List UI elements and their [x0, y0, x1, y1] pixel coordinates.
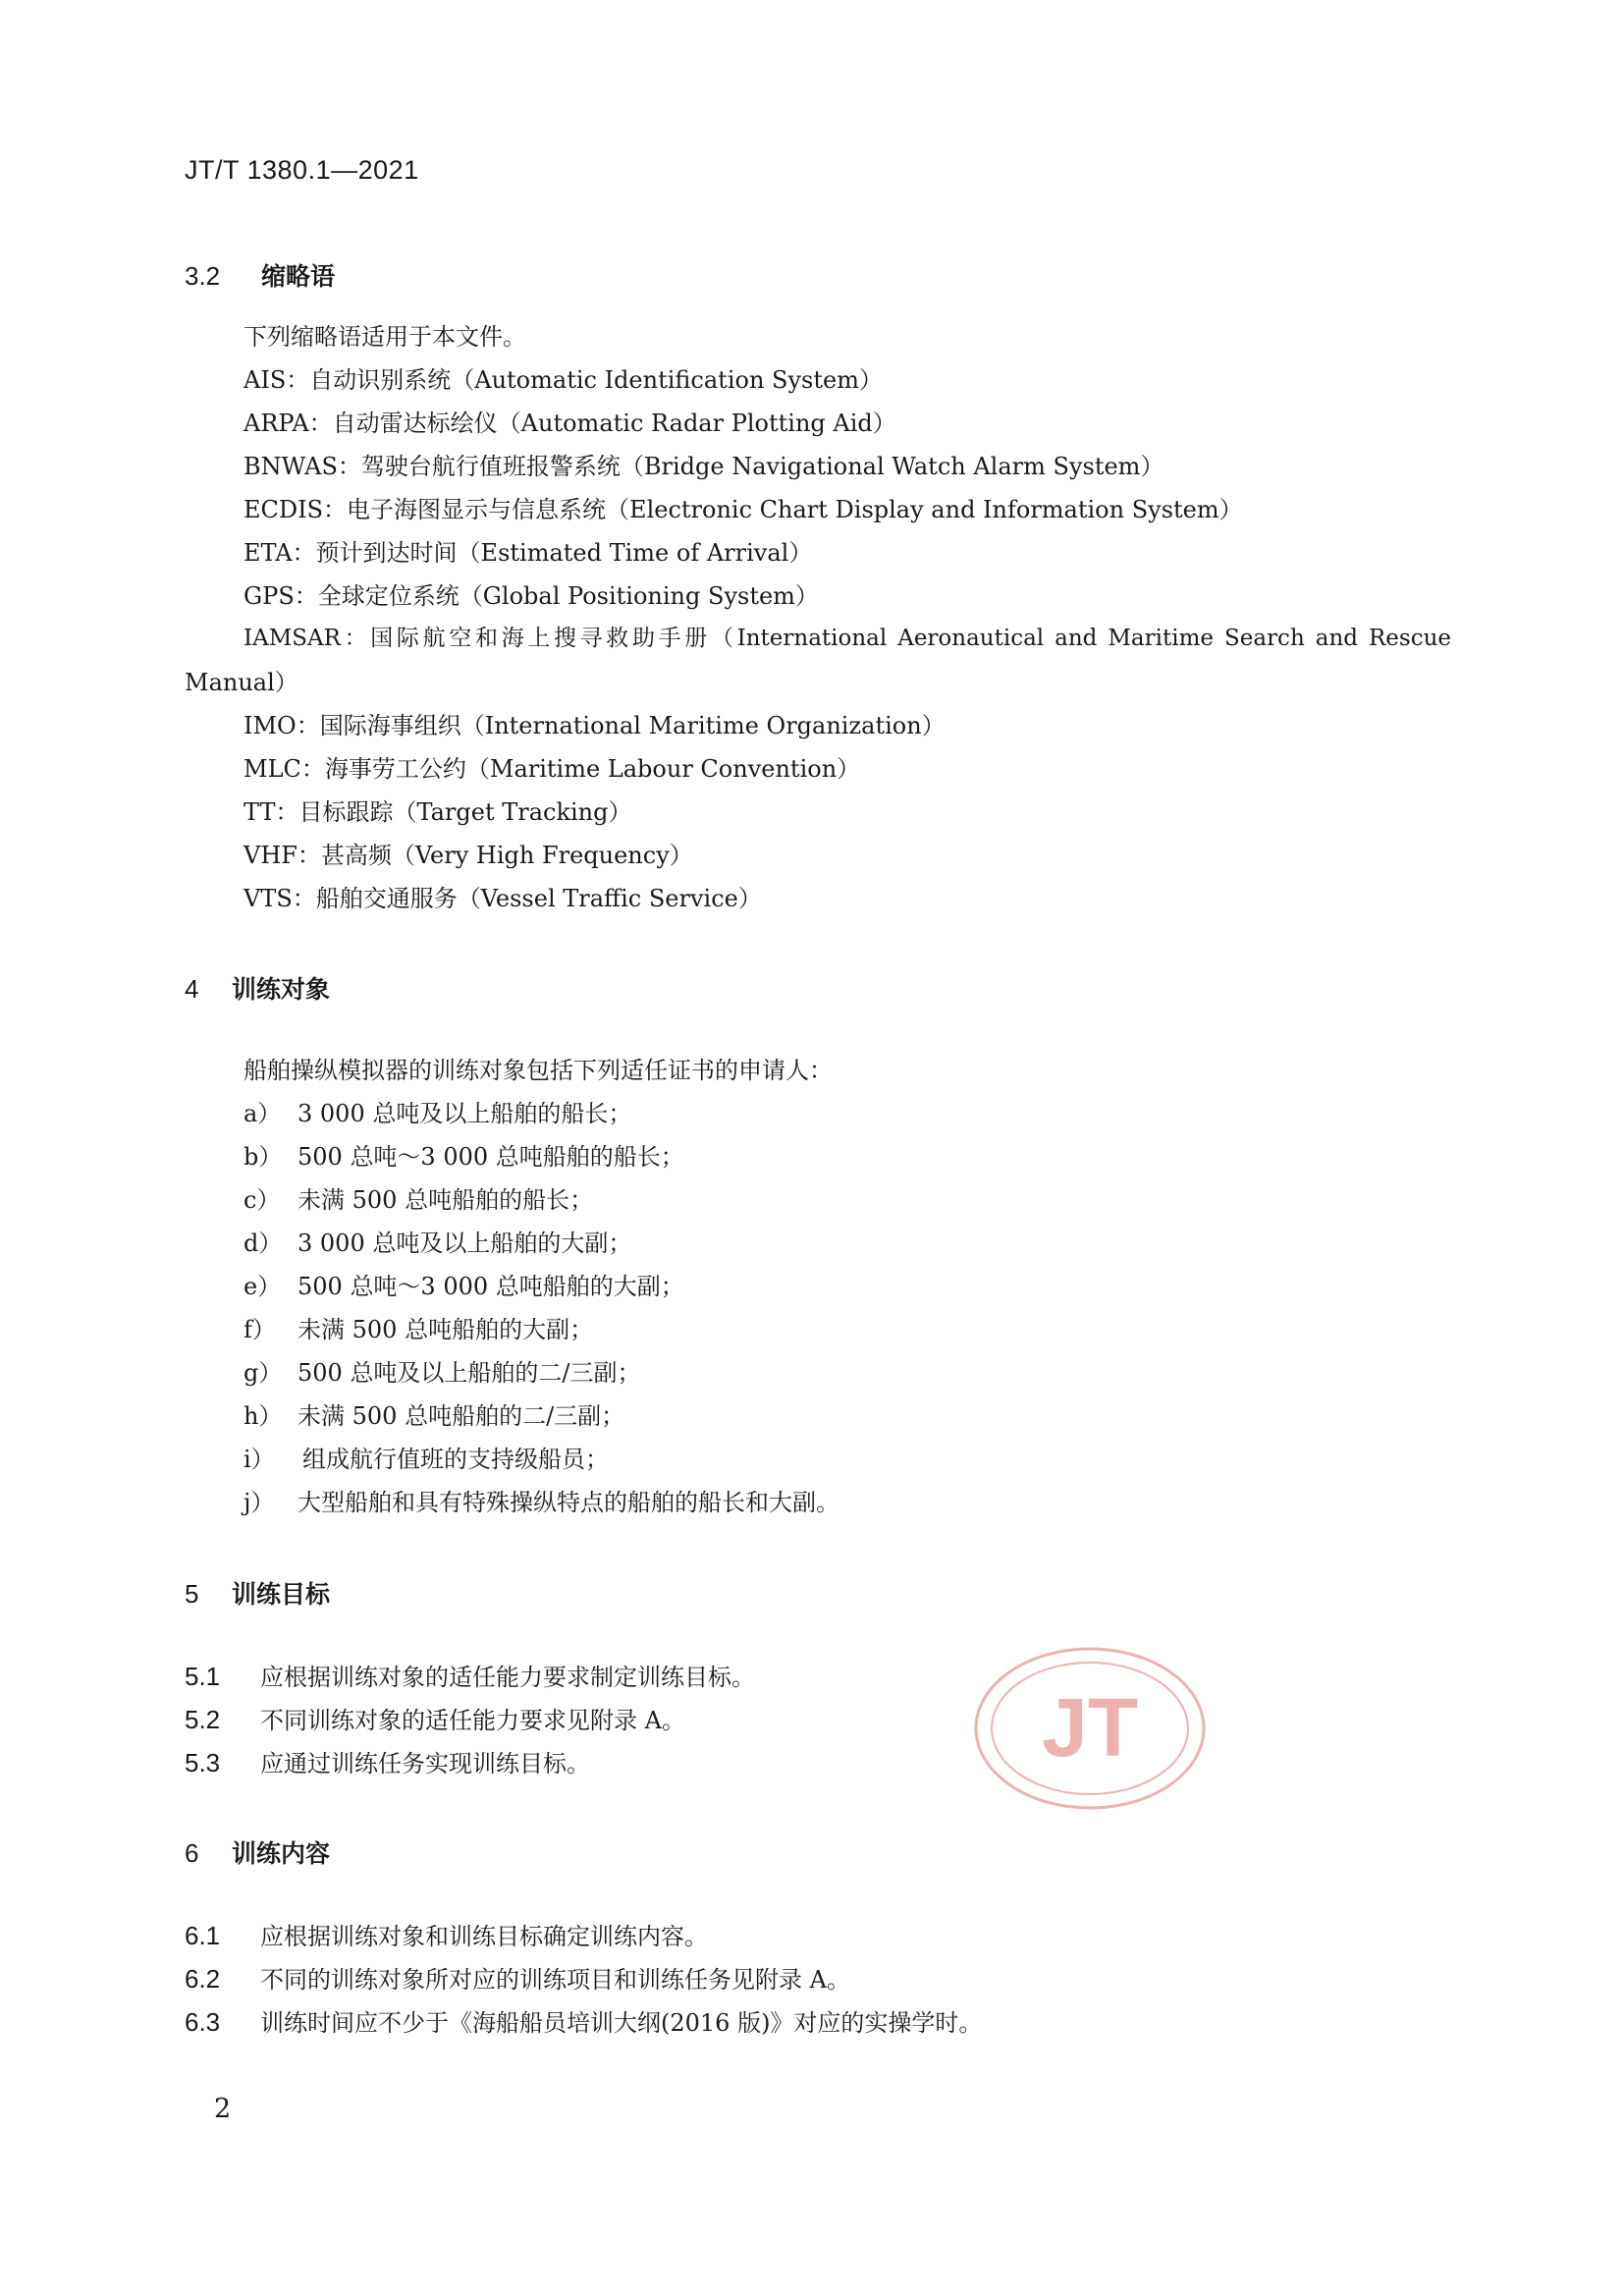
section-3-2-intro: 下列缩略语适用于本文件。: [243, 323, 526, 351]
clause-text: 不同的训练对象所对应的训练项目和训练任务见附录 A。: [260, 1966, 850, 1994]
abbreviation-item: IAMSAR：国际航空和海上搜寻救助手册（International Aeronautical and Maritime Search and Rescue: [243, 626, 1451, 651]
section-title: 缩略语: [261, 262, 336, 291]
list-item-text: 未满 500 总吨船舶的二/三副；: [298, 1402, 625, 1430]
clause-number: 6.3: [185, 2007, 221, 2037]
clause-number: 6.1: [185, 1921, 221, 1950]
section-4-intro: 船舶操纵模拟器的训练对象包括下列适任证书的申请人：: [243, 1057, 833, 1084]
abbreviation-item: MLC：海事劳工公约（Maritime Labour Convention）: [243, 755, 861, 783]
abbreviation-item: IMO：国际海事组织（International Maritime Organization）: [243, 712, 946, 739]
section-title: 训练对象: [232, 975, 331, 1004]
list-item-text: 500 总吨～3 000 总吨船舶的大副；: [298, 1273, 684, 1300]
section-number: 5: [185, 1579, 199, 1609]
list-item: [243, 1448, 609, 1471]
list-item-label: i）: [243, 1446, 275, 1473]
jt-stamp-logo: [972, 1645, 1208, 1812]
list-item-text: 3 000 总吨及以上船舶的大副；: [298, 1230, 632, 1257]
clause-text: 不同训练对象的适任能力要求见附录 A。: [260, 1707, 685, 1734]
clause: [185, 1923, 708, 1948]
clause: [185, 1664, 755, 1689]
list-item-text: 3 000 总吨及以上船舶的船长；: [298, 1100, 632, 1127]
abbreviation-item: ETA：预计到达时间（Estimated Time of Arrival）: [243, 539, 813, 567]
list-item: [243, 1102, 631, 1125]
abbreviation-item: BNWAS：驾驶台航行值班报警系统（Bridge Navigational Watch Alarm System）: [243, 453, 1164, 480]
clause-number: 6.2: [185, 1964, 221, 1994]
abbreviation-item-continuation: Manual）: [185, 669, 298, 696]
list-item-label: h）: [243, 1402, 283, 1430]
list-item-label: a）: [243, 1100, 282, 1127]
section-number: 3.2: [185, 261, 221, 291]
list-item: [243, 1404, 624, 1428]
abbreviation-item: GPS：全球定位系统（Global Positioning System）: [243, 582, 819, 610]
section-number: 4: [185, 974, 199, 1004]
section-5-heading: [185, 1575, 330, 1611]
abbreviation-item: ARPA：自动雷达标绘仪（Automatic Radar Plotting Aid）: [243, 410, 896, 437]
abbreviation-item: TT：目标跟踪（Target Tracking）: [243, 798, 632, 826]
list-item: [243, 1318, 593, 1341]
list-item-label: c）: [243, 1186, 281, 1214]
list-item-text: 未满 500 总吨船舶的大副；: [298, 1316, 594, 1343]
list-item: [243, 1491, 839, 1514]
list-item-label: d）: [243, 1230, 283, 1257]
clause-number: 5.2: [185, 1705, 221, 1734]
abbreviation-item: ECDIS：电子海图显示与信息系统（Electronic Chart Display and Information System）: [243, 496, 1243, 523]
clause: [185, 2009, 982, 2035]
document-code: JT/T 1380.1—2021: [185, 155, 419, 185]
list-item-text: 500 总吨～3 000 总吨船舶的船长；: [298, 1143, 684, 1171]
list-item-label: g）: [243, 1359, 283, 1387]
clause: [185, 1750, 590, 1776]
list-item: [243, 1361, 641, 1385]
list-item: [243, 1188, 593, 1212]
list-item-text: 500 总吨及以上船舶的二/三副；: [298, 1359, 641, 1387]
list-item-label: f）: [243, 1316, 276, 1343]
section-title: 训练内容: [232, 1839, 331, 1868]
abbreviation-item: VHF：甚高频（Very High Frequency）: [243, 842, 693, 869]
section-3-2-heading: [185, 257, 335, 293]
clause-number: 5.1: [185, 1662, 221, 1691]
stamp-text: JT: [1041, 1681, 1139, 1774]
list-item-label: e）: [243, 1273, 282, 1300]
list-item-label: j）: [243, 1489, 275, 1516]
list-item-label: b）: [243, 1143, 283, 1171]
abbreviation-item: VTS：船舶交通服务（Vessel Traffic Service）: [243, 885, 762, 912]
list-item-text: 未满 500 总吨船舶的船长；: [298, 1186, 594, 1214]
clause-text: 训练时间应不少于《海船船员培训大纲(2016 版)》对应的实操学时。: [260, 2009, 983, 2037]
clause-text: 应根据训练对象的适任能力要求制定训练目标。: [260, 1664, 755, 1691]
list-item: [243, 1231, 631, 1255]
abbreviation-item: AIS：自动识别系统（Automatic Identification System）: [243, 366, 883, 394]
section-title: 训练目标: [232, 1580, 331, 1609]
section-6-heading: [185, 1834, 330, 1870]
clause-number: 5.3: [185, 1748, 221, 1777]
list-item-text: 大型船舶和具有特殊操纵特点的船舶的船长和大副。: [298, 1489, 839, 1516]
list-item: [243, 1275, 684, 1298]
page-number: 2: [214, 2094, 232, 2124]
clause: [185, 1966, 850, 1992]
list-item-text: 组成航行值班的支持级船员；: [302, 1446, 609, 1473]
clause-text: 应根据训练对象和训练目标确定训练内容。: [260, 1923, 708, 1950]
section-4-heading: [185, 970, 330, 1006]
clause: [185, 1707, 685, 1732]
list-item: [243, 1145, 684, 1169]
clause-text: 应通过训练任务实现训练目标。: [260, 1750, 590, 1777]
section-number: 6: [185, 1838, 199, 1868]
